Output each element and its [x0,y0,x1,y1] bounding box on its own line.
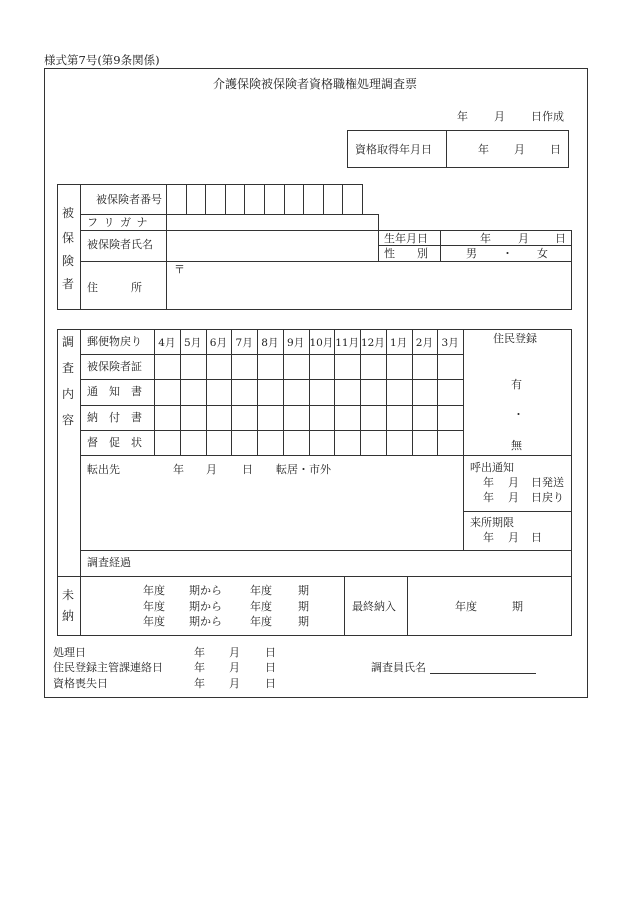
furigana-end [378,214,379,230]
unpaid-from: 期から [189,615,222,628]
insured-side-2: 険 [61,254,74,268]
month-header: 3月 [441,337,459,349]
investigation-cell[interactable] [413,431,437,454]
investigation-cell[interactable] [232,431,256,454]
acq-year: 年 [478,143,489,156]
investigation-cell[interactable] [310,380,334,403]
investigation-cell[interactable] [387,355,411,378]
number-digit-cell[interactable] [206,185,225,213]
final-payment-label: 最終納入 [352,600,396,613]
address-field[interactable] [167,275,569,307]
investigation-cell[interactable] [387,380,411,403]
month-header: 11月 [335,337,360,349]
footer-month: 月 [229,646,240,659]
insured-side-3: 者 [61,277,74,291]
investigation-cell[interactable] [284,355,308,378]
unpaid-from: 期から [189,584,222,597]
month-header: 2月 [415,337,433,349]
visit-year: 年 [483,531,494,544]
investigation-cell[interactable] [181,380,205,403]
summons-sent-year: 年 [483,476,494,489]
insured-side-top [57,184,80,185]
month-header: 12月 [360,337,385,349]
investigation-cell[interactable] [155,431,179,454]
footer-year: 年 [194,677,205,690]
investigation-cell[interactable] [155,380,179,403]
invest-side-3: 容 [61,413,74,427]
created-day: 日作成 [531,110,564,123]
footer-month: 月 [229,677,240,690]
investigation-cell[interactable] [310,355,334,378]
unpaid-mid-divider [344,576,345,636]
investigation-cell[interactable] [181,355,205,378]
insured-side-divider [80,184,81,310]
number-cell-divider [205,184,206,214]
month-header: 8月 [261,337,279,349]
summons-bottom [463,511,572,512]
unpaid-side-divider [80,576,81,636]
investigation-cell[interactable] [438,380,462,403]
investigation-cell[interactable] [361,380,385,403]
unpaid-fy2: 年度 [250,615,272,628]
birth-gender-divider [378,245,571,246]
number-digit-cell[interactable] [245,185,264,213]
unpaid-from: 期から [189,600,222,613]
form-title: 介護保険被保険者資格職権処理調査票 [212,77,417,91]
investigation-cell[interactable] [207,355,231,378]
number-cell-divider [323,184,324,214]
investigation-cell[interactable] [413,380,437,403]
insured-left-border [57,184,58,310]
month-header: 7月 [235,337,253,349]
investigation-cell[interactable] [438,431,462,454]
investigation-cell[interactable] [284,431,308,454]
month-header: 10月 [309,337,334,349]
investigation-cell[interactable] [181,431,205,454]
birth-year: 年 [480,232,491,245]
move-year: 年 [173,463,184,476]
investigation-cell[interactable] [284,380,308,403]
acquisition-label: 資格取得年月日 [355,143,432,156]
gender-female[interactable]: 女 [537,247,548,260]
investigation-cell[interactable] [284,406,308,429]
move-type[interactable]: 転居・市外 [276,463,331,476]
summons-back-month: 月 [508,491,519,504]
number-digit-cell[interactable] [226,185,245,213]
gender-label: 性 別 [384,247,428,260]
investigation-cell[interactable] [207,406,231,429]
unpaid-frame [57,576,572,636]
month-header: 5月 [184,337,202,349]
footer-month: 月 [229,661,240,674]
investigation-cell[interactable] [413,355,437,378]
investigation-row-label: 通 知 書 [87,385,142,399]
footer-day: 日 [265,646,276,659]
summons-sent-month: 月 [508,476,519,489]
number-cell-divider [342,184,343,214]
number-digit-cell[interactable] [265,185,284,213]
acq-month: 月 [514,143,525,156]
summons-sent-suffix: 日発送 [531,476,564,489]
unpaid-term: 期 [298,584,309,597]
insured-name-field[interactable] [167,231,377,261]
investigation-cell[interactable] [232,355,256,378]
investigation-cell[interactable] [310,406,334,429]
summons-label: 呼出通知 [470,461,514,474]
resident-dot: ・ [513,408,524,421]
investigation-row-label: 被保険者証 [87,360,142,374]
investigation-cell[interactable] [258,406,282,429]
investigator-label: 調査員氏名 [371,661,426,674]
number-cell-divider [264,184,265,214]
unpaid-term: 期 [298,615,309,628]
progress-label: 調査経過 [87,556,131,569]
investigation-cell[interactable] [258,380,282,403]
number-digit-cell[interactable] [324,185,343,213]
birth-month: 月 [518,232,529,245]
investigation-cell[interactable] [413,406,437,429]
footer-year: 年 [194,646,205,659]
form-number: 様式第7号(第9条関係) [44,53,160,67]
insured-right-border [571,230,572,310]
summons-back-suffix: 日戻り [531,491,564,504]
resident-divider [463,329,464,550]
insured-number-label: 被保険者番号 [96,193,162,206]
progress-field[interactable] [140,551,570,575]
footer-year: 年 [194,661,205,674]
investigation-cell[interactable] [232,406,256,429]
resident-reg-label: 住民登録 [493,332,537,345]
footer-day: 日 [265,677,276,690]
investigation-row-label: 郵便物戻り [87,335,142,348]
investigation-cell[interactable] [232,380,256,403]
investigation-row-label: 納 付 書 [87,410,142,424]
investigation-cell[interactable] [335,380,359,403]
number-cell-divider [244,184,245,214]
move-day: 日 [242,463,253,476]
investigation-cell[interactable] [335,355,359,378]
birth-day: 日 [555,232,566,245]
footer-label: 処理日 [53,646,86,659]
summons-back-year: 年 [483,491,494,504]
invest-side-1: 査 [61,361,74,375]
number-cell-divider [186,184,187,214]
address-label: 住 所 [87,281,142,294]
investigation-cell[interactable] [335,406,359,429]
grid-bottom [80,455,572,456]
unpaid-fy: 年度 [143,600,165,613]
insured-name-label: 被保険者氏名 [87,238,153,251]
investigation-cell[interactable] [155,355,179,378]
number-cell-divider [284,184,285,214]
final-fy: 年度 [455,600,477,613]
unpaid-fy: 年度 [143,584,165,597]
visit-label: 来所期限 [470,516,514,529]
name-row-bottom [80,261,571,262]
investigation-cell[interactable] [181,406,205,429]
resident-no[interactable]: 無 [511,439,522,452]
furigana-field[interactable] [167,215,377,229]
invest-side-0: 調 [61,335,74,349]
move-dest-label: 転出先 [87,463,120,476]
month-header: 4月 [158,337,176,349]
unpaid-fy: 年度 [143,615,165,628]
unpaid-term: 期 [298,600,309,613]
investigator-signature-line[interactable] [430,673,536,674]
acq-day: 日 [550,143,561,156]
final-term: 期 [512,600,523,613]
month-header: 9月 [287,337,305,349]
number-digit-cell[interactable] [187,185,206,213]
investigation-cell[interactable] [258,355,282,378]
gender-male[interactable]: 男 [466,247,477,260]
invest-side-2: 内 [61,387,74,401]
number-digit-cell[interactable] [304,185,323,213]
furigana-label: フ リ ガ ナ [87,216,149,229]
month-header: 6月 [209,337,227,349]
unpaid-final-divider [407,576,408,636]
visit-month: 月 [508,531,519,544]
created-year: 年 [457,110,468,123]
investigation-cell[interactable] [207,380,231,403]
number-cell-divider [225,184,226,214]
unpaid-side-1: 納 [61,609,74,623]
unpaid-fy2: 年度 [250,600,272,613]
unpaid-fy2: 年度 [250,584,272,597]
postal-mark: 〒 [174,263,185,276]
number-row-end [362,184,363,214]
number-cell-divider [303,184,304,214]
gender-dot: ・ [502,247,513,260]
month-header: 1月 [390,337,408,349]
investigation-cell[interactable] [387,406,411,429]
investigation-cell[interactable] [361,355,385,378]
move-month: 月 [206,463,217,476]
number-digit-cell[interactable] [343,185,362,213]
investigation-cell[interactable] [207,431,231,454]
investigation-cell[interactable] [310,431,334,454]
footer-day: 日 [265,661,276,674]
investigation-cell[interactable] [258,431,282,454]
investigation-cell[interactable] [438,406,462,429]
insured-side-0: 被 [61,206,74,220]
investigation-cell[interactable] [335,431,359,454]
acq-divider [446,130,447,168]
investigation-cell[interactable] [155,406,179,429]
number-digit-cell[interactable] [167,185,186,213]
visit-day: 日 [531,531,542,544]
unpaid-side-0: 未 [61,588,74,602]
investigation-side-divider [80,329,81,577]
insured-bottom [57,309,571,310]
footer-label: 資格喪失日 [53,677,108,690]
number-digit-cell[interactable] [285,185,304,213]
created-month: 月 [494,110,505,123]
investigation-cell[interactable] [361,431,385,454]
investigation-cell[interactable] [438,355,462,378]
investigation-cell[interactable] [387,431,411,454]
investigation-cell[interactable] [361,406,385,429]
investigation-row-label: 督 促 状 [87,435,142,449]
footer-label: 住民登録主管課連絡日 [53,661,163,674]
insured-side-1: 保 [61,231,74,245]
birth-label: 生年月日 [384,232,428,245]
resident-yes[interactable]: 有 [511,378,522,391]
